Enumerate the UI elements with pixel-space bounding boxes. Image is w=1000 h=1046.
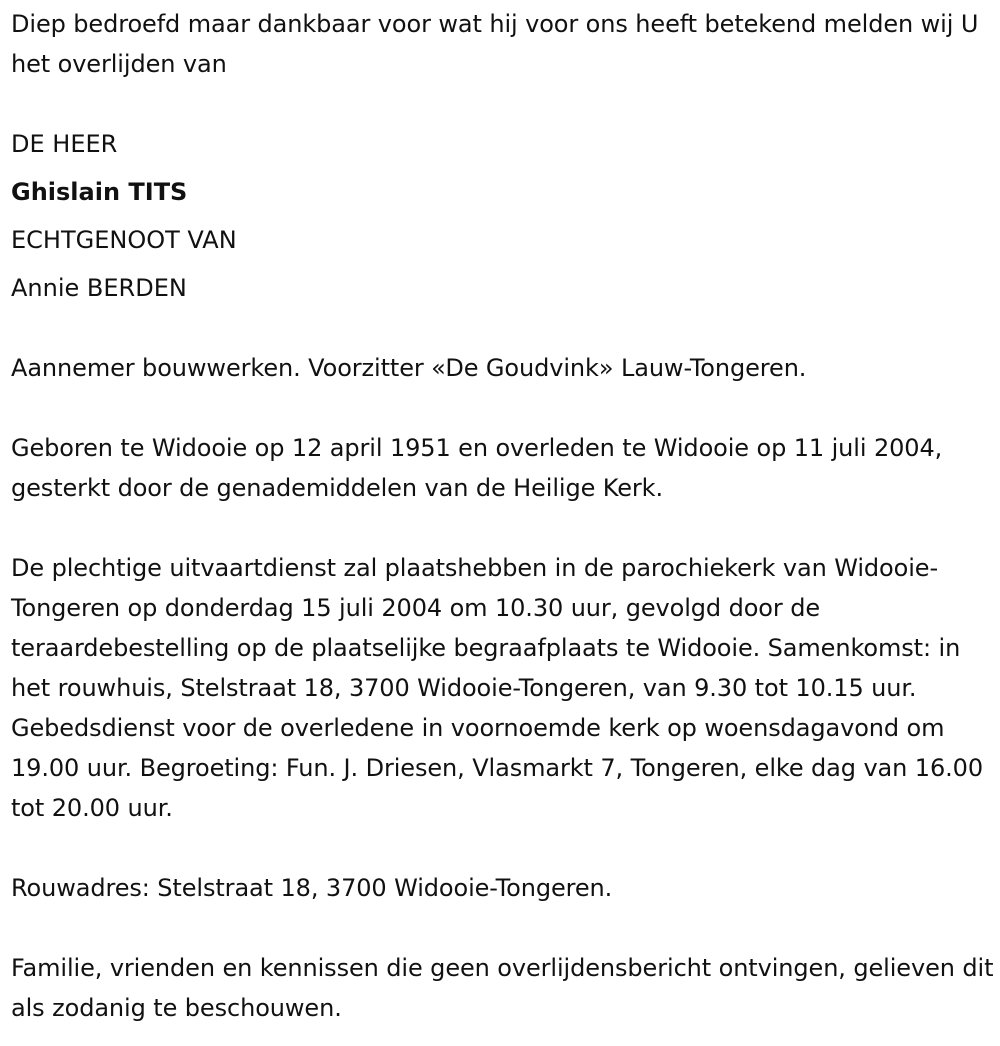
deceased-block <box>11 120 996 312</box>
spacer <box>11 908 996 948</box>
spacer <box>11 388 996 428</box>
spouse-name: Annie BERDEN <box>11 274 187 302</box>
address-paragraph: Rouwadres: Stelstraat 18, 3700 Widooie-Tongeren. <box>11 874 613 902</box>
relation-label: ECHTGENOOT VAN <box>11 226 237 254</box>
intro-paragraph: Diep bedroefd maar dankbaar voor wat hij voor ons heeft betekend melden wij U het overlijden van <box>11 10 979 78</box>
death-notice <box>11 4 996 1028</box>
occupation-paragraph: Aannemer bouwwerken. Voorzitter «De Goudvink» Lauw-Tongeren. <box>11 354 807 382</box>
deceased-name: Ghislain TITS <box>11 178 188 206</box>
deceased-title: DE HEER <box>11 130 118 158</box>
spacer <box>11 508 996 548</box>
birth-death-paragraph: Geboren te Widooie op 12 april 1951 en overleden te Widooie op 11 juli 2004, gesterkt door de genademiddelen van de Heilige Kerk. <box>11 434 943 502</box>
funeral-paragraph: De plechtige uitvaartdienst zal plaatshebben in de parochiekerk van Widooie-Tongeren op donderdag 15 juli 2004 om 10.30 uur, gevolgd door de teraardebestelling op de plaatselijke begraafplaats te Widooie. Samenkomst: in het rouwhuis, Stelstraat 18, 3700 Widooie-Tongeren, van 9.30 tot 10.15 uur. Gebedsdienst voor de overledene in voornoemde kerk op woensdagavond om 19.00 uur. Begroeting: Fun. J. Driesen, Vlasmarkt 7, Tongeren, elke dag van 16.00 tot 20.00 uur. <box>11 554 983 822</box>
spacer <box>11 828 996 868</box>
spacer <box>11 84 996 124</box>
closing-paragraph: Familie, vrienden en kennissen die geen overlijdensbericht ontvingen, gelieven dit als zodanig te beschouwen. <box>11 954 994 1022</box>
spacer <box>11 308 996 348</box>
